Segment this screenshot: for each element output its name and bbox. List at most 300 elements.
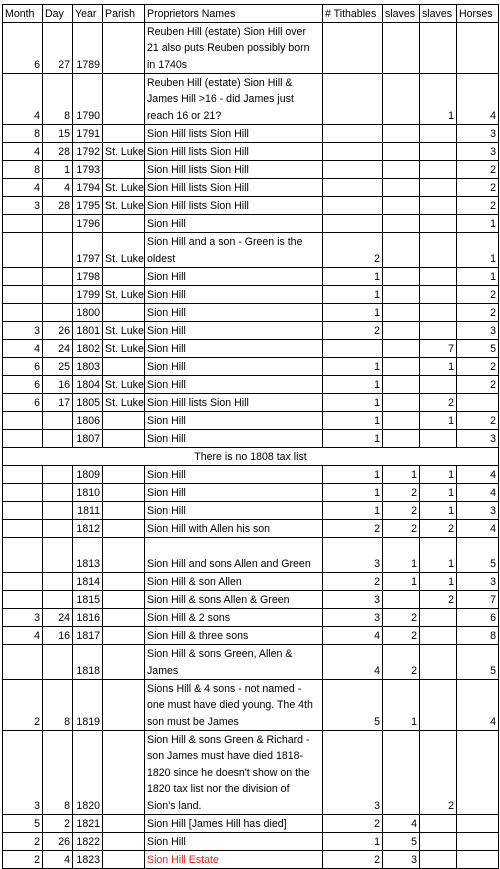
cell-proprietors-name: Sion Hill: [145, 376, 323, 394]
cell-tithables: 2: [323, 233, 383, 268]
cell-slaves-1: [383, 233, 420, 268]
cell-tithables: 1: [323, 430, 383, 448]
cell-parish: St. Luke: [103, 233, 145, 268]
header-slaves-2: slaves: [420, 5, 457, 23]
cell-year: 1795: [73, 197, 103, 215]
table-row: [3, 731, 499, 815]
cell-slaves-1: 5: [383, 833, 420, 851]
cell-parish: [103, 815, 145, 833]
cell-tithables: [323, 197, 383, 215]
cell-horses: 4: [457, 520, 499, 538]
cell-parish: St. Luke: [103, 322, 145, 340]
cell-parish: St. Luke: [103, 394, 145, 412]
cell-tithables: 3: [323, 538, 383, 573]
cell-proprietors-name: Sion Hill: [145, 304, 323, 322]
cell-year: 1814: [73, 573, 103, 591]
cell-slaves-1: 1: [383, 680, 420, 731]
cell-month: 8: [3, 125, 43, 143]
cell-year: 1790: [73, 74, 103, 125]
cell-proprietors-name: Sion Hill Estate: [145, 851, 323, 869]
cell-month: [3, 215, 43, 233]
cell-month: 2: [3, 833, 43, 851]
cell-day: 24: [43, 340, 73, 358]
table-body: [3, 23, 499, 869]
cell-day: [43, 520, 73, 538]
cell-tithables: 4: [323, 645, 383, 680]
table-row: [3, 74, 499, 125]
cell-parish: [103, 358, 145, 376]
cell-year: 1793: [73, 161, 103, 179]
cell-day: [43, 645, 73, 680]
cell-slaves-2: [420, 215, 457, 233]
cell-year: 1810: [73, 484, 103, 502]
cell-horses: 3: [457, 322, 499, 340]
cell-horses: 3: [457, 502, 499, 520]
cell-day: [43, 538, 73, 573]
cell-year: 1817: [73, 627, 103, 645]
table-row: [3, 358, 499, 376]
cell-proprietors-name: Sion Hill: [145, 358, 323, 376]
cell-year: 1794: [73, 179, 103, 197]
cell-horses: 7: [457, 591, 499, 609]
header-proprietors-names: Proprietors Names: [145, 5, 323, 23]
table-row: [3, 233, 499, 268]
cell-parish: [103, 680, 145, 731]
cell-horses: 6: [457, 609, 499, 627]
cell-day: 15: [43, 125, 73, 143]
cell-parish: [103, 215, 145, 233]
cell-year: 1805: [73, 394, 103, 412]
cell-slaves-1: 1: [383, 466, 420, 484]
cell-month: [3, 466, 43, 484]
cell-slaves-2: [420, 851, 457, 869]
cell-slaves-1: [383, 161, 420, 179]
cell-day: 8: [43, 731, 73, 815]
cell-slaves-2: [420, 125, 457, 143]
cell-tithables: 2: [323, 573, 383, 591]
cell-horses: 3: [457, 430, 499, 448]
cell-parish: [103, 851, 145, 869]
cell-horses: 4: [457, 74, 499, 125]
cell-slaves-1: [383, 430, 420, 448]
cell-month: [3, 538, 43, 573]
cell-proprietors-name: Sion Hill lists Sion Hill: [145, 197, 323, 215]
cell-month: 6: [3, 23, 43, 74]
cell-year: 1822: [73, 833, 103, 851]
cell-proprietors-name: Sion Hill & sons Allen & Green: [145, 591, 323, 609]
table-row: [3, 627, 499, 645]
cell-month: 4: [3, 143, 43, 161]
header-slaves-1: slaves: [383, 5, 420, 23]
cell-parish: [103, 161, 145, 179]
cell-month: [3, 304, 43, 322]
cell-slaves-2: [420, 322, 457, 340]
cell-tithables: 1: [323, 502, 383, 520]
cell-slaves-1: [383, 322, 420, 340]
table-row: [3, 609, 499, 627]
cell-year: 1789: [73, 23, 103, 74]
cell-slaves-1: 2: [383, 645, 420, 680]
table-row: [3, 538, 499, 573]
cell-horses: [457, 815, 499, 833]
cell-tithables: 1: [323, 394, 383, 412]
table-row: [3, 412, 499, 430]
cell-slaves-1: [383, 215, 420, 233]
cell-tithables: 5: [323, 680, 383, 731]
header-horses: Horses: [457, 5, 499, 23]
cell-horses: 3: [457, 125, 499, 143]
cell-slaves-2: [420, 233, 457, 268]
cell-year: 1815: [73, 591, 103, 609]
table-row: [3, 815, 499, 833]
cell-year: 1821: [73, 815, 103, 833]
cell-slaves-1: [383, 591, 420, 609]
cell-tithables: 2: [323, 322, 383, 340]
table-row: [3, 23, 499, 74]
cell-slaves-1: [383, 304, 420, 322]
cell-proprietors-name: Sion Hill: [145, 340, 323, 358]
cell-tithables: 1: [323, 484, 383, 502]
cell-slaves-1: [383, 125, 420, 143]
cell-parish: [103, 466, 145, 484]
cell-proprietors-name: Reuben Hill (estate) Sion Hill & James Hill >16 - did James just reach 16 or 21?: [145, 74, 323, 125]
cell-month: 2: [3, 851, 43, 869]
cell-month: [3, 573, 43, 591]
cell-parish: St. Luke: [103, 340, 145, 358]
cell-proprietors-name: Sion Hill & 2 sons: [145, 609, 323, 627]
cell-parish: St. Luke: [103, 286, 145, 304]
cell-year: 1798: [73, 268, 103, 286]
cell-slaves-1: [383, 340, 420, 358]
cell-month: [3, 412, 43, 430]
cell-proprietors-name: Sion Hill: [145, 430, 323, 448]
cell-proprietors-name: Sion Hill: [145, 502, 323, 520]
cell-slaves-1: 1: [383, 538, 420, 573]
cell-year: 1806: [73, 412, 103, 430]
cell-horses: 3: [457, 573, 499, 591]
table-row: [3, 179, 499, 197]
cell-horses: 8: [457, 627, 499, 645]
cell-day: 4: [43, 179, 73, 197]
cell-parish: St. Luke: [103, 376, 145, 394]
cell-tithables: 1: [323, 833, 383, 851]
cell-year: 1801: [73, 322, 103, 340]
cell-tithables: 1: [323, 466, 383, 484]
cell-slaves-1: [383, 268, 420, 286]
cell-slaves-1: [383, 731, 420, 815]
cell-tithables: [323, 340, 383, 358]
cell-proprietors-name: Reuben Hill (estate) Sion Hill over 21 also puts Reuben possibly born in 1740s: [145, 23, 323, 74]
cell-day: [43, 466, 73, 484]
cell-horses: [457, 731, 499, 815]
table-row: [3, 573, 499, 591]
cell-parish: [103, 627, 145, 645]
cell-parish: [103, 645, 145, 680]
cell-slaves-1: [383, 358, 420, 376]
table-row: [3, 215, 499, 233]
table-row: [3, 143, 499, 161]
cell-year: 1792: [73, 143, 103, 161]
cell-proprietors-name: Sion Hill lists Sion Hill: [145, 125, 323, 143]
cell-parish: St. Luke: [103, 143, 145, 161]
cell-month: 3: [3, 197, 43, 215]
cell-year: 1811: [73, 502, 103, 520]
cell-tithables: 3: [323, 731, 383, 815]
cell-horses: 1: [457, 215, 499, 233]
cell-horses: 4: [457, 484, 499, 502]
cell-tithables: [323, 179, 383, 197]
cell-slaves-2: 1: [420, 466, 457, 484]
cell-month: [3, 268, 43, 286]
cell-month: 3: [3, 731, 43, 815]
cell-slaves-1: [383, 143, 420, 161]
cell-day: 1: [43, 161, 73, 179]
cell-tithables: [323, 74, 383, 125]
cell-slaves-2: 1: [420, 502, 457, 520]
cell-tithables: 1: [323, 412, 383, 430]
cell-day: 24: [43, 609, 73, 627]
cell-parish: [103, 573, 145, 591]
cell-parish: [103, 538, 145, 573]
cell-horses: [457, 23, 499, 74]
cell-slaves-2: [420, 815, 457, 833]
cell-year: 1819: [73, 680, 103, 731]
cell-slaves-2: [420, 161, 457, 179]
cell-day: [43, 591, 73, 609]
cell-month: [3, 286, 43, 304]
cell-month: 4: [3, 179, 43, 197]
cell-horses: 5: [457, 538, 499, 573]
cell-year: 1802: [73, 340, 103, 358]
cell-day: 28: [43, 143, 73, 161]
cell-slaves-2: 2: [420, 591, 457, 609]
cell-slaves-2: [420, 645, 457, 680]
cell-horses: [457, 851, 499, 869]
cell-slaves-1: 2: [383, 627, 420, 645]
cell-year: 1799: [73, 286, 103, 304]
cell-slaves-2: 1: [420, 412, 457, 430]
cell-horses: 5: [457, 340, 499, 358]
cell-horses: 3: [457, 143, 499, 161]
cell-slaves-2: 1: [420, 74, 457, 125]
cell-day: 2: [43, 815, 73, 833]
table-row: [3, 430, 499, 448]
cell-slaves-2: [420, 23, 457, 74]
table-row: [3, 851, 499, 869]
cell-parish: [103, 520, 145, 538]
cell-day: 16: [43, 627, 73, 645]
cell-slaves-1: 3: [383, 851, 420, 869]
cell-proprietors-name: Sion Hill & sons Green, Allen & James: [145, 645, 323, 680]
cell-day: [43, 502, 73, 520]
note-row: [3, 448, 499, 466]
cell-slaves-1: [383, 179, 420, 197]
table-row: [3, 376, 499, 394]
cell-parish: [103, 609, 145, 627]
cell-horses: [457, 394, 499, 412]
cell-tithables: [323, 125, 383, 143]
cell-tithables: [323, 23, 383, 74]
cell-year: 1816: [73, 609, 103, 627]
table-row: [3, 591, 499, 609]
cell-day: [43, 573, 73, 591]
cell-parish: [103, 23, 145, 74]
cell-horses: 2: [457, 286, 499, 304]
cell-proprietors-name: Sion Hill: [145, 466, 323, 484]
cell-day: [43, 412, 73, 430]
cell-slaves-2: 1: [420, 538, 457, 573]
cell-month: 4: [3, 74, 43, 125]
cell-slaves-1: [383, 412, 420, 430]
cell-tithables: [323, 161, 383, 179]
cell-slaves-1: [383, 376, 420, 394]
cell-day: [43, 430, 73, 448]
table-row: [3, 484, 499, 502]
cell-month: 8: [3, 161, 43, 179]
cell-horses: 1: [457, 233, 499, 268]
cell-month: [3, 233, 43, 268]
tax-list-table-container: [2, 4, 498, 869]
cell-year: 1812: [73, 520, 103, 538]
cell-slaves-2: [420, 376, 457, 394]
cell-slaves-2: [420, 143, 457, 161]
cell-proprietors-name: Sion Hill lists Sion Hill: [145, 179, 323, 197]
cell-day: 28: [43, 197, 73, 215]
cell-proprietors-name: Sion Hill: [145, 484, 323, 502]
cell-tithables: 1: [323, 304, 383, 322]
header-year: Year: [73, 5, 103, 23]
cell-slaves-1: 4: [383, 815, 420, 833]
table-row: [3, 645, 499, 680]
cell-year: 1818: [73, 645, 103, 680]
table-row: [3, 394, 499, 412]
cell-tithables: 3: [323, 609, 383, 627]
cell-tithables: 1: [323, 376, 383, 394]
cell-parish: St. Luke: [103, 197, 145, 215]
cell-proprietors-name: Sion Hill [James Hill has died]: [145, 815, 323, 833]
cell-parish: [103, 484, 145, 502]
table-row: [3, 304, 499, 322]
cell-day: [43, 215, 73, 233]
cell-slaves-2: [420, 627, 457, 645]
table-row: [3, 161, 499, 179]
cell-month: 4: [3, 627, 43, 645]
cell-slaves-1: [383, 394, 420, 412]
cell-horses: 2: [457, 179, 499, 197]
cell-slaves-2: 1: [420, 484, 457, 502]
cell-horses: 2: [457, 376, 499, 394]
cell-tithables: 1: [323, 358, 383, 376]
cell-tithables: [323, 143, 383, 161]
cell-slaves-1: [383, 197, 420, 215]
cell-month: [3, 645, 43, 680]
cell-tithables: 1: [323, 286, 383, 304]
header-parish: Parish: [103, 5, 145, 23]
cell-slaves-2: [420, 286, 457, 304]
header-day: Day: [43, 5, 73, 23]
cell-slaves-2: [420, 680, 457, 731]
cell-day: 8: [43, 680, 73, 731]
table-row: [3, 125, 499, 143]
cell-year: 1796: [73, 215, 103, 233]
cell-day: 8: [43, 74, 73, 125]
cell-month: [3, 484, 43, 502]
table-row: [3, 322, 499, 340]
cell-proprietors-name: Sion Hill and a son - Green is the oldest: [145, 233, 323, 268]
cell-month: 6: [3, 358, 43, 376]
cell-slaves-2: [420, 609, 457, 627]
cell-slaves-1: 1: [383, 573, 420, 591]
header-tithables: # Tithables: [323, 5, 383, 23]
cell-tithables: 2: [323, 851, 383, 869]
cell-parish: [103, 412, 145, 430]
cell-month: 3: [3, 322, 43, 340]
cell-day: 16: [43, 376, 73, 394]
cell-year: 1797: [73, 233, 103, 268]
cell-slaves-2: 1: [420, 573, 457, 591]
cell-day: [43, 484, 73, 502]
cell-day: 27: [43, 23, 73, 74]
cell-month: [3, 520, 43, 538]
cell-proprietors-name: Sion Hill: [145, 268, 323, 286]
cell-day: [43, 233, 73, 268]
cell-tithables: 3: [323, 591, 383, 609]
cell-slaves-1: [383, 23, 420, 74]
cell-day: 25: [43, 358, 73, 376]
cell-parish: [103, 268, 145, 286]
cell-parish: [103, 591, 145, 609]
cell-slaves-2: 2: [420, 520, 457, 538]
cell-day: 26: [43, 322, 73, 340]
cell-slaves-2: [420, 268, 457, 286]
cell-year: 1813: [73, 538, 103, 573]
cell-slaves-1: [383, 74, 420, 125]
cell-horses: 4: [457, 466, 499, 484]
table-row: [3, 286, 499, 304]
cell-day: [43, 286, 73, 304]
cell-day: [43, 304, 73, 322]
cell-parish: [103, 125, 145, 143]
cell-horses: 2: [457, 412, 499, 430]
cell-parish: [103, 304, 145, 322]
cell-year: 1807: [73, 430, 103, 448]
cell-year: 1809: [73, 466, 103, 484]
cell-tithables: [323, 215, 383, 233]
cell-month: [3, 430, 43, 448]
cell-month: 4: [3, 340, 43, 358]
table-row: [3, 268, 499, 286]
cell-parish: [103, 833, 145, 851]
cell-slaves-2: 2: [420, 731, 457, 815]
cell-proprietors-name: Sions Hill & 4 sons - not named - one must have died young. The 4th son must be James: [145, 680, 323, 731]
cell-slaves-1: 2: [383, 609, 420, 627]
header-row: [3, 5, 499, 23]
header-month: Month: [3, 5, 43, 23]
cell-parish: [103, 731, 145, 815]
cell-proprietors-name: Sion Hill: [145, 412, 323, 430]
cell-proprietors-name: Sion Hill: [145, 215, 323, 233]
table-row: [3, 466, 499, 484]
cell-parish: [103, 74, 145, 125]
cell-month: [3, 502, 43, 520]
cell-slaves-2: [420, 197, 457, 215]
cell-proprietors-name: Sion Hill lists Sion Hill: [145, 161, 323, 179]
table-row: [3, 340, 499, 358]
cell-parish: [103, 430, 145, 448]
cell-year: 1820: [73, 731, 103, 815]
cell-proprietors-name: Sion Hill & son Allen: [145, 573, 323, 591]
cell-slaves-2: 1: [420, 358, 457, 376]
